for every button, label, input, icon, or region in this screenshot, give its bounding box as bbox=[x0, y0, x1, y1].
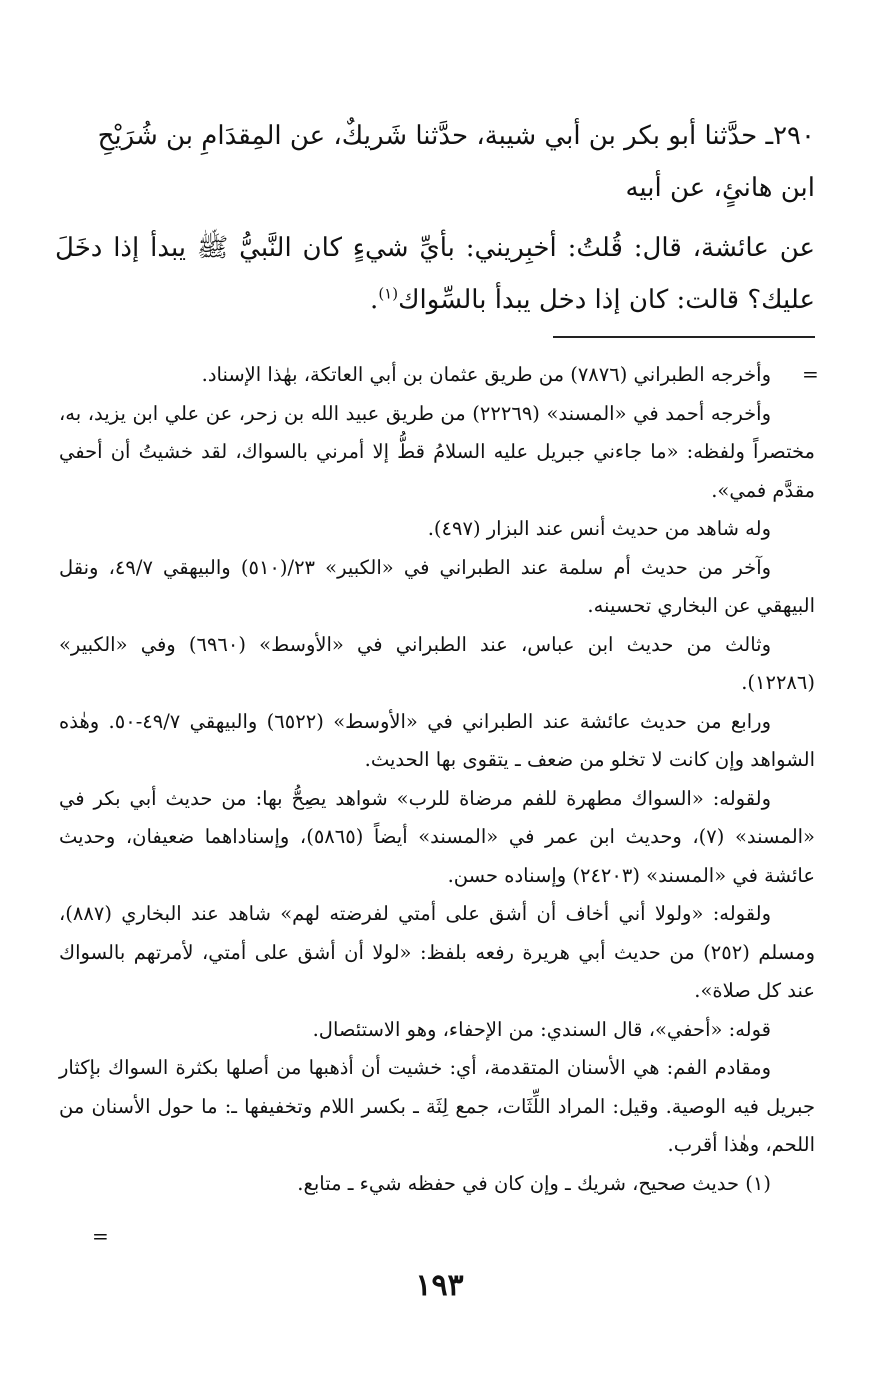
footnote-paragraph: وأخرجه الطبراني (٧٨٧٦) من طريق عثمان بن أبي العاتكة، بهٰذا الإسناد. bbox=[201, 363, 771, 386]
footnote-reference: (١) bbox=[378, 284, 399, 303]
footnote-paragraph: ولقوله: «ولولا أني أخاف أن أشق على أمتي لفرضته لهم» شاهد عند البخاري (٨٨٧)، ومسلم (٢٥٢) من حديث أبي هريرة رفعه بلفظ: «لولا أن أشق على أمتي، لأمرتهم بالسواك عند كل صلاة». bbox=[59, 902, 816, 1002]
isnad-line-2: ابن هانئٍ، عن أبيه bbox=[625, 173, 815, 203]
footnote-paragraph: وله شاهد من حديث أنس عند البزار (٤٩٧). bbox=[427, 517, 771, 540]
footnote-paragraph: وأخرجه أحمد في «المسند» (٢٢٢٦٩) من طريق عبيد الله بن زحر، عن علي ابن يزيد، به، مختصراً ولفظه: «ما جاءني جبريل عليه السلامُ قطُّ إلا أمرني بالسواك، لقد خشيتُ أن أحفي مقدَّم فمي». bbox=[59, 401, 815, 502]
footnote-paragraph: ورابع من حديث عائشة عند الطبراني في «الأوسط» (٦٥٢٢) والبيهقي ٤٩/٧-٥٠. وهٰذه الشواهد وإن كانت لا تخلو من ضعف ـ يتقوى بها الحديث. bbox=[59, 709, 815, 771]
footnote-separator bbox=[553, 336, 815, 338]
footnote-paragraph: ولقوله: «السواك مطهرة للفم مرضاة للرب» شواهد يصِحُّ بها: من حديث أبي بكر في «المسند» (٧)، وحديث ابن عمر في «المسند» أيضاً (٥٨٦٥)، وإسناداهما ضعيفان، وحديث عائشة في «المسند» (٢٤٢٠٣) وإسناده حسن. bbox=[59, 786, 815, 887]
main-text bbox=[55, 110, 815, 326]
page-number: ١٩٣ bbox=[415, 1268, 464, 1303]
footnote-paragraph: ومقادم الفم: هي الأسنان المتقدمة، أي: خشيت أن أذهبها من أصلها بكثرة السواك بإكثار جبريل فيه الوصية. وقيل: المراد اللِّثَات، جمع لِثَة ـ بكسر اللام وتخفيفها ـ: ما حول الأسنان من اللحم، وهٰذا أقرب. bbox=[59, 1056, 815, 1156]
footnote-paragraph: وثالث من حديث ابن عباس، عند الطبراني في «الأوسط» (٦٩٦٠) وفي «الكبير» (١٢٢٨٦). bbox=[59, 632, 815, 694]
footnote-paragraph: وآخر من حديث أم سلمة عند الطبراني في «الكبير» ٢٣/(٥١٠) والبيهقي ٤٩/٧، ونقل البيهقي عن البخاري تحسينه. bbox=[59, 555, 815, 617]
continuation-mark-top: = bbox=[802, 362, 819, 386]
footnote-paragraph: قوله: «أحفي»، قال السندي: من الإحفاء، وهو الاستئصال. bbox=[312, 1017, 771, 1041]
continuation-mark-bottom: = bbox=[92, 1224, 109, 1248]
footnote-1: (١) حديث صحيح، شريك ـ وإن كان في حفظه شيء ـ متابع. bbox=[297, 1171, 771, 1195]
matn-text: عن عائشة، قال: قُلتُ: أخبِريني: بأيِّ شيءٍ كان النَّبيُّ ﷺ يبدأ إذا دخَلَ عليك؟ قالت: كان إذا دخل يبدأ بالسِّواك bbox=[55, 233, 815, 315]
footnotes bbox=[59, 356, 815, 1203]
hadith-matn bbox=[55, 222, 815, 326]
isnad-line-1: حدَّثنا أبو بكر بن أبي شيبة، حدَّثنا شَريكٌ، عن المِقدَامِ بن شُرَيْحِ bbox=[97, 121, 758, 151]
matn-end: . bbox=[370, 285, 379, 315]
hadith-number: ٢٩٠ـ bbox=[765, 121, 815, 151]
hadith-isnad bbox=[55, 110, 815, 214]
